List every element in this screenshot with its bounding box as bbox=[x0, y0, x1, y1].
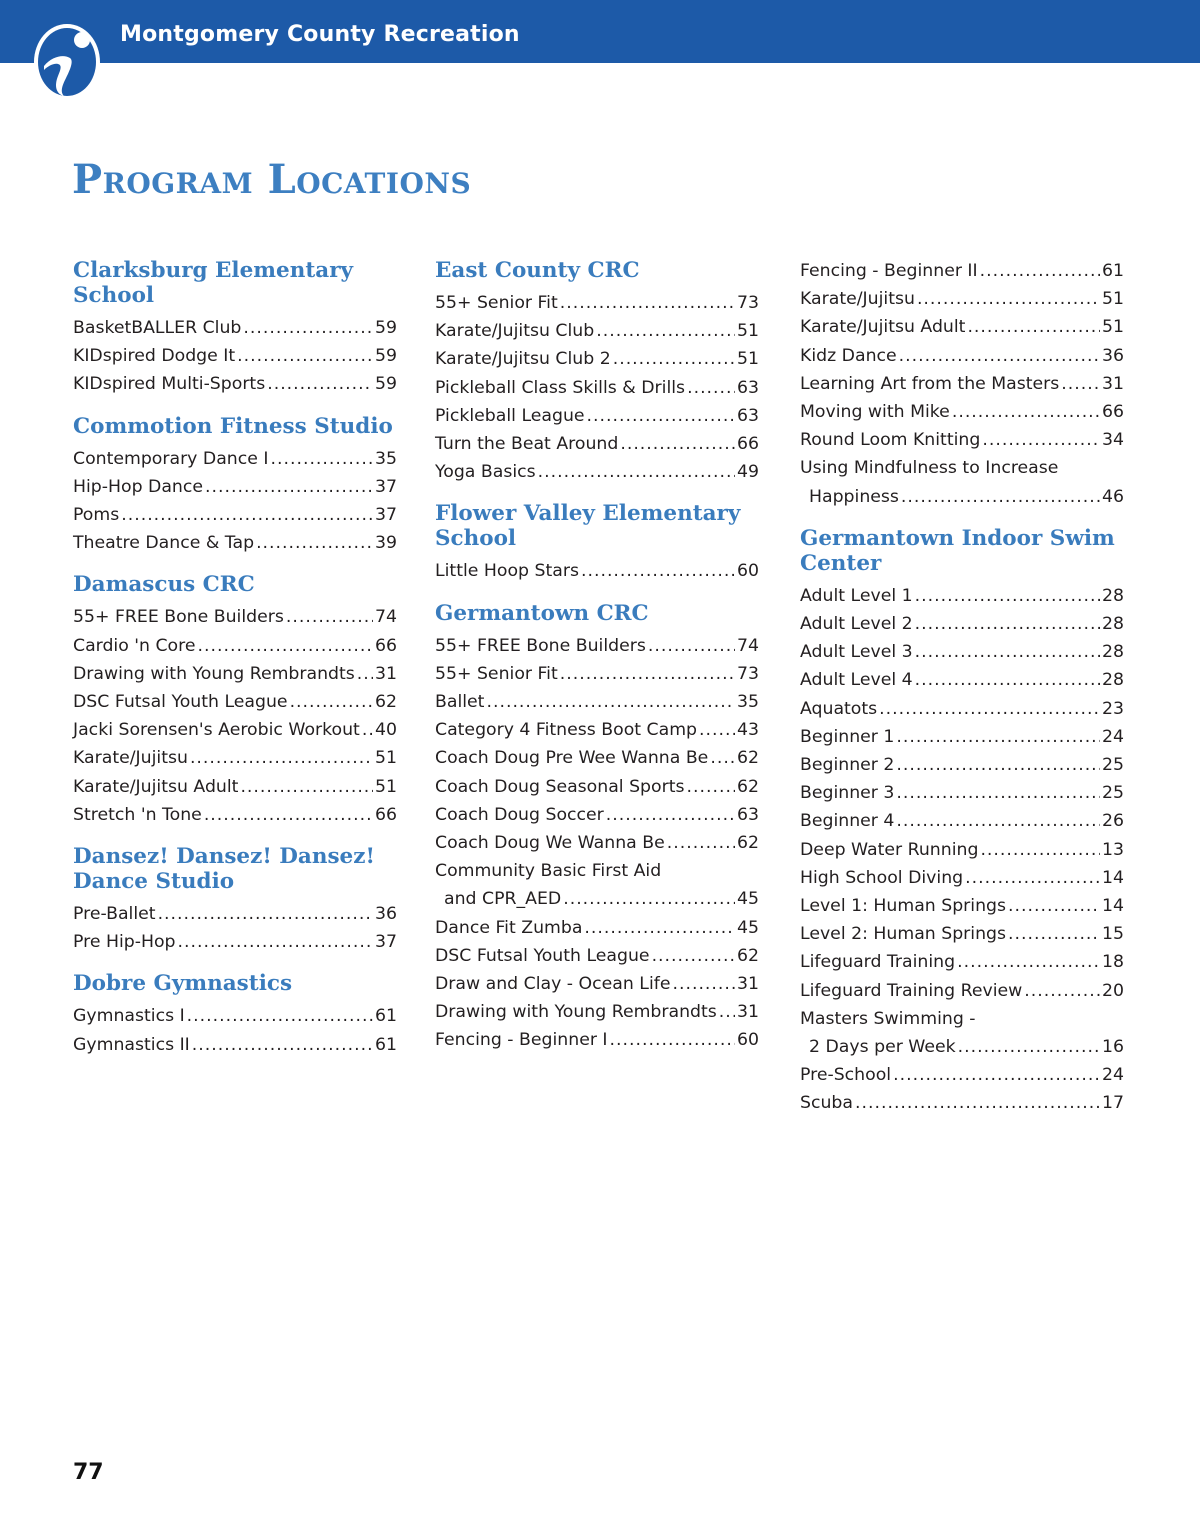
program-name: Theatre Dance & Tap bbox=[73, 533, 255, 554]
program-page-number: 74 bbox=[375, 607, 397, 628]
program-entry bbox=[435, 998, 759, 1026]
dot-leader bbox=[952, 398, 1100, 426]
program-name: Coach Doug Seasonal Sports bbox=[435, 776, 685, 797]
program-name: Pre Hip-Hop bbox=[73, 932, 176, 953]
column-1 bbox=[73, 258, 397, 1074]
program-name: Dance Fit Zumba bbox=[435, 917, 583, 938]
program-entry bbox=[435, 557, 759, 585]
dot-leader bbox=[290, 688, 373, 716]
dot-leader bbox=[896, 807, 1100, 835]
program-page-number: 18 bbox=[1102, 952, 1124, 973]
program-entry bbox=[435, 345, 759, 373]
dot-leader bbox=[240, 773, 373, 801]
program-entry bbox=[73, 801, 397, 829]
dot-leader bbox=[587, 402, 735, 430]
dot-leader bbox=[957, 948, 1100, 976]
program-name: Karate/Jujitsu Adult bbox=[73, 776, 239, 797]
location-title: East County CRC bbox=[435, 258, 640, 283]
program-entry bbox=[435, 289, 759, 317]
program-page-number: 73 bbox=[737, 663, 759, 684]
program-entry bbox=[73, 900, 397, 928]
dot-leader bbox=[357, 660, 373, 688]
program-entry bbox=[435, 829, 759, 857]
program-entry bbox=[73, 501, 397, 529]
program-entry bbox=[800, 892, 1124, 920]
dot-leader bbox=[652, 942, 735, 970]
program-page-number: 51 bbox=[1102, 289, 1124, 310]
program-page-number: 60 bbox=[737, 561, 759, 582]
program-name: Fencing - Beginner II bbox=[800, 261, 978, 281]
location-title: Germantown CRC bbox=[435, 600, 649, 626]
program-entry bbox=[73, 716, 397, 744]
program-page-number: 24 bbox=[1102, 1065, 1124, 1086]
program-entry bbox=[800, 1033, 1124, 1061]
program-page-number: 66 bbox=[375, 804, 397, 825]
program-name: Karate/Jujitsu bbox=[73, 748, 188, 769]
program-page-number: 45 bbox=[737, 889, 759, 910]
dot-leader bbox=[158, 900, 373, 928]
dot-leader bbox=[486, 688, 735, 716]
program-entry bbox=[800, 666, 1124, 694]
program-page-number: 66 bbox=[1102, 402, 1124, 423]
program-page-number: 37 bbox=[375, 476, 397, 497]
program-name: Masters Swimming - bbox=[800, 1008, 976, 1029]
program-entry bbox=[800, 610, 1124, 638]
program-entry bbox=[435, 402, 759, 430]
program-name: Aquatots bbox=[800, 698, 878, 719]
program-name: Level 1: Human Springs bbox=[800, 896, 1007, 917]
program-page-number: 34 bbox=[1102, 430, 1124, 451]
program-entry bbox=[800, 807, 1124, 835]
program-page-number: 73 bbox=[737, 293, 759, 313]
program-entry bbox=[73, 445, 397, 473]
dot-leader bbox=[967, 313, 1100, 341]
page-title: Program Locations bbox=[72, 156, 472, 203]
program-page-number: 51 bbox=[375, 748, 397, 769]
program-page-number: 59 bbox=[375, 318, 397, 338]
program-page-number: 35 bbox=[375, 448, 397, 469]
program-page-number: 28 bbox=[1102, 670, 1124, 691]
program-name-continued: 2 Days per Week bbox=[809, 1037, 956, 1058]
dot-leader bbox=[896, 723, 1100, 751]
program-name: Karate/Jujitsu Club 2 bbox=[435, 349, 611, 370]
program-name: DSC Futsal Youth League bbox=[73, 692, 288, 713]
dot-leader bbox=[204, 801, 373, 829]
dot-leader bbox=[205, 473, 373, 501]
program-entry bbox=[435, 660, 759, 688]
dot-leader bbox=[899, 342, 1100, 370]
program-name: Adult Level 2 bbox=[800, 614, 913, 635]
dot-leader bbox=[915, 582, 1100, 610]
program-entry bbox=[800, 426, 1124, 454]
dot-leader bbox=[710, 744, 735, 772]
dot-leader bbox=[980, 257, 1100, 285]
dot-leader bbox=[362, 716, 373, 744]
program-page-number: 59 bbox=[375, 374, 397, 395]
program-entry bbox=[800, 751, 1124, 779]
program-entry bbox=[800, 920, 1124, 948]
program-entry bbox=[800, 1061, 1124, 1089]
dot-leader bbox=[563, 885, 735, 913]
program-page-number: 61 bbox=[1102, 261, 1124, 281]
program-name: Pre-Ballet bbox=[73, 904, 156, 925]
program-page-number: 62 bbox=[375, 692, 397, 713]
program-entry bbox=[800, 483, 1124, 511]
program-page-number: 31 bbox=[1102, 373, 1124, 394]
dot-leader bbox=[958, 1033, 1100, 1061]
program-entry bbox=[800, 977, 1124, 1005]
program-page-number: 62 bbox=[737, 748, 759, 769]
program-page-number: 25 bbox=[1102, 783, 1124, 804]
program-name: Pre-School bbox=[800, 1065, 892, 1086]
program-name: Cardio 'n Core bbox=[73, 635, 196, 656]
program-page-number: 14 bbox=[1102, 867, 1124, 888]
dot-leader bbox=[267, 370, 373, 398]
dot-leader bbox=[560, 660, 735, 688]
program-entry bbox=[73, 632, 397, 660]
program-entry bbox=[435, 632, 759, 660]
program-page-number: 63 bbox=[737, 377, 759, 398]
program-page-number: 35 bbox=[737, 692, 759, 713]
dot-leader bbox=[192, 1031, 373, 1059]
program-name: Lifeguard Training bbox=[800, 952, 956, 973]
program-name: Drawing with Young Rembrandts bbox=[73, 663, 355, 684]
column-3 bbox=[800, 257, 1124, 1133]
program-name: 55+ Senior Fit bbox=[435, 293, 558, 313]
program-page-number: 31 bbox=[737, 974, 759, 995]
program-name: Kidz Dance bbox=[800, 345, 897, 366]
program-entry bbox=[73, 928, 397, 956]
program-entry bbox=[435, 942, 759, 970]
program-entry bbox=[800, 370, 1124, 398]
program-entry bbox=[800, 313, 1124, 341]
dot-leader bbox=[687, 374, 735, 402]
page-number: 77 bbox=[73, 1460, 104, 1485]
dot-leader bbox=[581, 557, 735, 585]
program-name: Karate/Jujitsu bbox=[800, 289, 915, 310]
location-title: Commotion Fitness Studio bbox=[73, 413, 393, 439]
program-name: Adult Level 1 bbox=[800, 585, 913, 606]
program-page-number: 60 bbox=[737, 1030, 759, 1051]
program-name: Gymnastics II bbox=[73, 1034, 190, 1055]
dot-leader bbox=[667, 829, 735, 857]
dot-leader bbox=[1061, 370, 1100, 398]
dot-leader bbox=[648, 632, 735, 660]
program-entry bbox=[73, 1031, 397, 1059]
program-name: Adult Level 3 bbox=[800, 642, 913, 663]
program-name: Category 4 Fitness Boot Camp bbox=[435, 720, 697, 741]
program-name: Coach Doug Soccer bbox=[435, 804, 604, 825]
program-name: Beginner 2 bbox=[800, 755, 895, 776]
header-title: Montgomery County Recreation bbox=[120, 22, 520, 47]
program-entry bbox=[435, 374, 759, 402]
program-entry bbox=[800, 638, 1124, 666]
program-entry bbox=[435, 688, 759, 716]
program-page-number: 23 bbox=[1102, 698, 1124, 719]
dot-leader bbox=[893, 1061, 1100, 1089]
program-name: Scuba bbox=[800, 1093, 853, 1114]
program-entry bbox=[435, 744, 759, 772]
program-name: Coach Doug Pre Wee Wanna Be bbox=[435, 748, 709, 769]
location-section bbox=[435, 501, 759, 585]
program-entry bbox=[800, 398, 1124, 426]
program-entry bbox=[435, 317, 759, 345]
program-page-number: 74 bbox=[737, 635, 759, 656]
program-page-number: 46 bbox=[1102, 486, 1124, 507]
dot-leader bbox=[699, 716, 735, 744]
dot-leader bbox=[584, 914, 735, 942]
header-bar bbox=[0, 0, 1200, 63]
program-name: Pickleball League bbox=[435, 405, 585, 426]
program-page-number: 49 bbox=[737, 462, 759, 483]
program-name-continued: and CPR_AED bbox=[444, 889, 562, 910]
dot-leader bbox=[178, 928, 373, 956]
dot-leader bbox=[538, 458, 735, 486]
location-section bbox=[73, 258, 397, 399]
program-name: Beginner 3 bbox=[800, 783, 895, 804]
dot-leader bbox=[198, 632, 374, 660]
program-page-number: 59 bbox=[375, 346, 397, 367]
program-entry bbox=[800, 342, 1124, 370]
program-page-number: 39 bbox=[375, 533, 397, 554]
program-page-number: 62 bbox=[737, 833, 759, 854]
program-page-number: 66 bbox=[375, 635, 397, 656]
location-section bbox=[800, 526, 1124, 1118]
program-page-number: 36 bbox=[1102, 345, 1124, 366]
program-entry bbox=[435, 458, 759, 486]
program-name: KIDspired Multi-Sports bbox=[73, 374, 266, 395]
program-entry bbox=[800, 948, 1124, 976]
program-page-number: 40 bbox=[375, 720, 397, 741]
program-page-number: 62 bbox=[737, 776, 759, 797]
program-page-number: 36 bbox=[375, 904, 397, 925]
program-entry bbox=[800, 582, 1124, 610]
program-entry bbox=[800, 864, 1124, 892]
dot-leader bbox=[560, 289, 735, 317]
program-name: Karate/Jujitsu Adult bbox=[800, 317, 966, 338]
program-page-number: 26 bbox=[1102, 811, 1124, 832]
program-name: Fencing - Beginner I bbox=[435, 1030, 608, 1051]
column-2 bbox=[435, 258, 759, 1070]
program-page-number: 28 bbox=[1102, 614, 1124, 635]
program-name: 55+ Senior Fit bbox=[435, 663, 558, 684]
program-name: Adult Level 4 bbox=[800, 670, 913, 691]
program-page-number: 37 bbox=[375, 505, 397, 526]
program-entry bbox=[800, 695, 1124, 723]
program-name: Pickleball Class Skills & Drills bbox=[435, 377, 686, 398]
dot-leader bbox=[606, 801, 735, 829]
program-name: Moving with Mike bbox=[800, 402, 950, 423]
location-section bbox=[435, 258, 759, 486]
location-section bbox=[435, 601, 759, 1055]
dot-leader bbox=[270, 445, 373, 473]
location-section bbox=[73, 844, 397, 956]
dot-leader bbox=[896, 751, 1100, 779]
program-name: Drawing with Young Rembrandts bbox=[435, 1002, 717, 1023]
program-entry bbox=[800, 779, 1124, 807]
location-title: Clarksburg Elementary School bbox=[73, 258, 354, 308]
program-entry bbox=[73, 603, 397, 631]
dot-leader bbox=[915, 666, 1100, 694]
dot-leader bbox=[915, 610, 1100, 638]
program-entry bbox=[73, 660, 397, 688]
dot-leader bbox=[686, 773, 735, 801]
program-entry bbox=[435, 430, 759, 458]
program-name: High School Diving bbox=[800, 867, 964, 888]
program-name: Jacki Sorensen's Aerobic Workout bbox=[73, 720, 360, 741]
dot-leader bbox=[256, 529, 373, 557]
program-entry bbox=[435, 801, 759, 829]
program-page-number: 31 bbox=[737, 1002, 759, 1023]
program-entry bbox=[73, 773, 397, 801]
program-page-number: 51 bbox=[375, 776, 397, 797]
program-entry bbox=[435, 773, 759, 801]
program-entry bbox=[800, 285, 1124, 313]
program-page-number: 63 bbox=[737, 804, 759, 825]
program-page-number: 31 bbox=[375, 663, 397, 684]
location-title: Flower Valley Elementary School bbox=[435, 501, 741, 552]
program-name: 55+ FREE Bone Builders bbox=[73, 607, 284, 628]
program-entry bbox=[73, 370, 397, 398]
program-page-number: 16 bbox=[1102, 1037, 1124, 1058]
location-title: Dansez! Dansez! Dansez! Dance Studio bbox=[73, 844, 375, 895]
program-name: Lifeguard Training Review bbox=[800, 980, 1023, 1001]
program-name: Little Hoop Stars bbox=[435, 561, 579, 582]
program-page-number: 25 bbox=[1102, 755, 1124, 776]
dot-leader bbox=[879, 695, 1100, 723]
program-name: DSC Futsal Youth League bbox=[435, 945, 650, 966]
program-page-number: 61 bbox=[375, 1034, 397, 1055]
dot-leader bbox=[915, 638, 1100, 666]
dot-leader bbox=[982, 426, 1100, 454]
program-page-number: 28 bbox=[1102, 642, 1124, 663]
program-page-number: 28 bbox=[1102, 585, 1124, 606]
location-section bbox=[73, 572, 397, 829]
dot-leader bbox=[286, 603, 373, 631]
program-entry bbox=[73, 688, 397, 716]
program-page-number: 62 bbox=[737, 945, 759, 966]
location-section bbox=[800, 257, 1124, 511]
program-name: Ballet bbox=[435, 692, 485, 713]
program-name: Community Basic First Aid bbox=[435, 861, 662, 882]
program-name: Beginner 4 bbox=[800, 811, 895, 832]
program-entry bbox=[800, 1089, 1124, 1117]
program-page-number: 51 bbox=[737, 349, 759, 370]
program-entry bbox=[73, 529, 397, 557]
dot-leader bbox=[620, 430, 735, 458]
program-name: Gymnastics I bbox=[73, 1006, 185, 1027]
program-entry bbox=[435, 1026, 759, 1054]
program-entry bbox=[73, 314, 397, 342]
program-name: Level 2: Human Springs bbox=[800, 924, 1007, 945]
dot-leader bbox=[980, 836, 1100, 864]
dot-leader bbox=[896, 779, 1100, 807]
program-name: Contemporary Dance I bbox=[73, 448, 269, 469]
program-page-number: 37 bbox=[375, 932, 397, 953]
program-name: 55+ FREE Bone Builders bbox=[435, 635, 646, 656]
program-entry bbox=[73, 1002, 397, 1030]
program-page-number: 14 bbox=[1102, 896, 1124, 917]
program-name: Yoga Basics bbox=[435, 462, 536, 483]
program-name: Round Loom Knitting bbox=[800, 430, 981, 451]
location-section bbox=[73, 414, 397, 558]
dot-leader bbox=[237, 342, 373, 370]
program-entry bbox=[73, 473, 397, 501]
dot-leader bbox=[1024, 977, 1100, 1005]
program-entry bbox=[435, 885, 759, 913]
dot-leader bbox=[917, 285, 1100, 313]
program-name: Using Mindfulness to Increase bbox=[800, 458, 1059, 479]
dot-leader bbox=[965, 864, 1100, 892]
program-page-number: 66 bbox=[737, 434, 759, 455]
dot-leader bbox=[1008, 920, 1100, 948]
program-page-number: 43 bbox=[737, 720, 759, 741]
program-page-number: 20 bbox=[1102, 980, 1124, 1001]
program-page-number: 17 bbox=[1102, 1093, 1124, 1114]
dot-leader bbox=[672, 970, 735, 998]
program-name: Karate/Jujitsu Club bbox=[435, 321, 595, 342]
program-entry bbox=[800, 836, 1124, 864]
location-title: Germantown Indoor Swim Center bbox=[800, 525, 1115, 576]
program-page-number: 13 bbox=[1102, 839, 1124, 860]
dot-leader bbox=[243, 314, 373, 342]
program-entry bbox=[800, 723, 1124, 751]
dot-leader bbox=[1008, 892, 1100, 920]
dot-leader bbox=[719, 998, 735, 1026]
program-name: Poms bbox=[73, 505, 120, 526]
dot-leader bbox=[121, 501, 373, 529]
program-page-number: 63 bbox=[737, 405, 759, 426]
program-name: Stretch 'n Tone bbox=[73, 804, 202, 825]
program-page-number: 15 bbox=[1102, 924, 1124, 945]
location-title: Dobre Gymnastics bbox=[73, 971, 293, 997]
dot-leader bbox=[596, 317, 735, 345]
program-name: BasketBALLER Club bbox=[73, 318, 242, 338]
program-page-number: 24 bbox=[1102, 726, 1124, 747]
program-name-continued: Happiness bbox=[809, 486, 899, 507]
program-page-number: 45 bbox=[737, 917, 759, 938]
program-name: Turn the Beat Around bbox=[435, 434, 619, 455]
program-entry bbox=[73, 342, 397, 370]
program-page-number: 51 bbox=[1102, 317, 1124, 338]
dot-leader bbox=[855, 1089, 1100, 1117]
program-name: Beginner 1 bbox=[800, 726, 895, 747]
program-name: KIDspired Dodge It bbox=[73, 346, 236, 367]
dot-leader bbox=[901, 483, 1100, 511]
program-name: Hip-Hop Dance bbox=[73, 476, 204, 497]
dot-leader bbox=[190, 744, 373, 772]
dot-leader bbox=[610, 1026, 735, 1054]
program-entry bbox=[435, 716, 759, 744]
program-name: Coach Doug We Wanna Be bbox=[435, 833, 665, 854]
program-entry bbox=[435, 970, 759, 998]
program-page-number: 51 bbox=[737, 321, 759, 342]
program-name: Learning Art from the Masters bbox=[800, 373, 1060, 394]
recreation-logo-icon bbox=[30, 18, 104, 102]
program-name: Deep Water Running bbox=[800, 839, 979, 860]
program-entry bbox=[800, 257, 1124, 285]
program-entry bbox=[73, 744, 397, 772]
dot-leader bbox=[187, 1002, 373, 1030]
program-page-number: 61 bbox=[375, 1006, 397, 1027]
location-section bbox=[73, 971, 397, 1058]
location-title: Damascus CRC bbox=[73, 572, 255, 598]
program-name: Draw and Clay - Ocean Life bbox=[435, 974, 671, 995]
dot-leader bbox=[613, 345, 735, 373]
program-entry bbox=[435, 914, 759, 942]
